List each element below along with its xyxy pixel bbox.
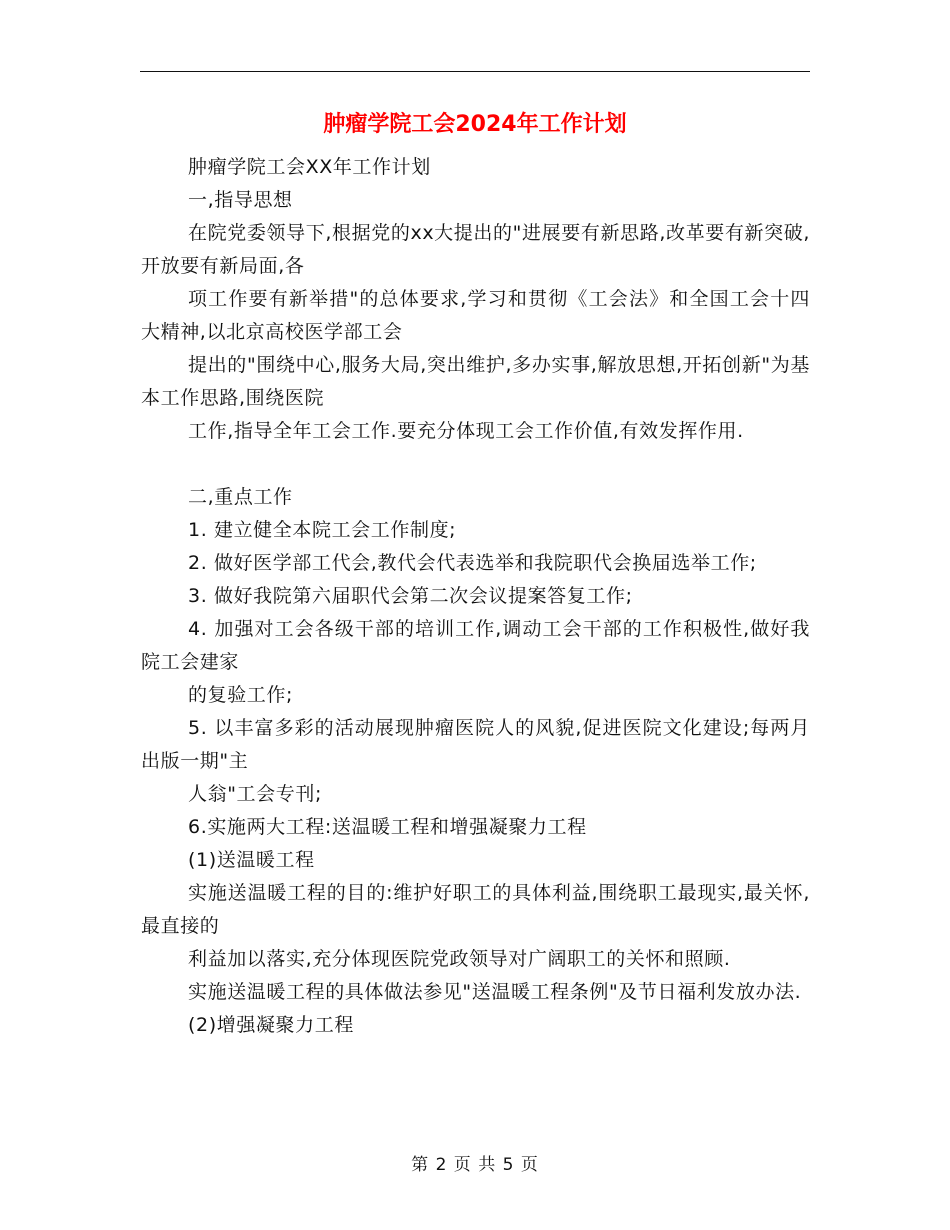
paragraph: 项工作要有新举措"的总体要求,学习和贯彻《工会法》和全国工会十四大精神,以北京高校医学部工会	[141, 288, 810, 343]
paragraph: 利益加以落实,充分体现医院党政领导对广阔职工的关怀和照顾.	[188, 948, 731, 970]
list-item: 3. 做好我院第六届职代会第二次会议提案答复工作;	[188, 585, 633, 607]
list-item-continuation: 人翁"工会专刊;	[188, 783, 322, 805]
list-item-continuation: 的复验工作;	[188, 684, 294, 706]
list-item: 1. 建立健全本院工会工作制度;	[188, 519, 457, 541]
paragraph: 提出的"围绕中心,服务大局,突出维护,多办实事,解放思想,开拓创新"为基本工作思路,围绕医院	[141, 354, 810, 409]
subsection-heading: (2)增强凝聚力工程	[188, 1014, 354, 1036]
page-number-indicator: 第 2 页 共 5 页	[411, 1155, 539, 1175]
list-item: 6.实施两大工程:送温暖工程和增强凝聚力工程	[188, 816, 587, 838]
list-item: 4. 加强对工会各级干部的培训工作,调动工会干部的工作积极性,做好我院工会建家	[141, 618, 810, 673]
header-rule	[140, 71, 810, 72]
list-item: 5. 以丰富多彩的活动展现肿瘤医院人的风貌,促进医院文化建设;每两月出版一期"主	[141, 717, 810, 772]
document-title: 肿瘤学院工会2024年工作计划	[323, 112, 627, 137]
paragraph: 工作,指导全年工会工作.要充分体现工会工作价值,有效发挥作用.	[188, 420, 744, 442]
subsection-heading: (1)送温暖工程	[188, 849, 315, 871]
section-heading-key-work: 二,重点工作	[188, 486, 293, 508]
paragraph-subtitle: 肿瘤学院工会XX年工作计划	[188, 156, 431, 178]
paragraph: 实施送温暖工程的目的:维护好职工的具体利益,围绕职工最现实,最关怀,最直接的	[141, 882, 810, 937]
paragraph: 实施送温暖工程的具体做法参见"送温暖工程条例"及节日福利发放办法.	[188, 981, 802, 1003]
list-item: 2. 做好医学部工代会,教代会代表选举和我院职代会换届选举工作;	[188, 552, 757, 574]
document-body	[141, 151, 810, 1042]
paragraph: 在院党委领导下,根据党的xx大提出的"进展要有新思路,改革要有新突破,开放要有新局面,各	[141, 222, 810, 277]
section-heading-guiding-ideology: 一,指导思想	[188, 189, 293, 211]
